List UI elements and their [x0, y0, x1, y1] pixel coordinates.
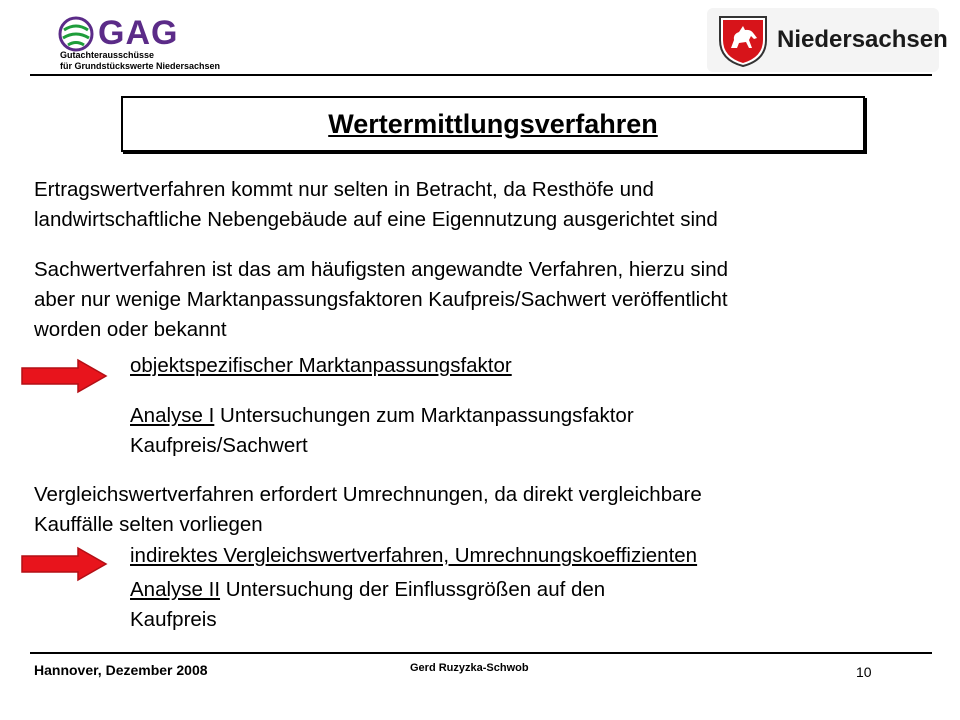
- page-number: 10: [856, 664, 872, 680]
- gag-logo-text: GAG: [98, 14, 179, 52]
- title-box: [121, 96, 865, 152]
- gag-logo: [58, 10, 248, 70]
- horse-shield-icon: [717, 14, 769, 68]
- text-line: Kaufpreis: [130, 608, 217, 631]
- text-line: [130, 575, 930, 605]
- right-arrow-icon: [18, 358, 110, 394]
- gag-logo-subtitle-2: für Grundstückswerte Niedersachsen: [60, 61, 221, 71]
- footer-location-date: Hannover, Dezember 2008: [34, 662, 208, 678]
- paragraph-ertragswert: [34, 175, 944, 235]
- text-line: aber nur wenige Marktanpassungsfaktoren Kaufpreis/Sachwert veröffentlicht: [34, 288, 728, 311]
- footer-author: Gerd Ruzyzka-Schwob: [410, 662, 529, 674]
- marktanpassungsfaktor-note: objektspezifischer Marktanpassungsfaktor: [130, 354, 512, 377]
- niedersachsen-logo: [707, 8, 948, 72]
- analyse-1-block: [130, 401, 930, 461]
- text-line: Ertragswertverfahren kommt nur selten in Betracht, da Resthöfe und: [34, 178, 654, 201]
- analyse-2-text: Untersuchung der Einflussgrößen auf den: [220, 578, 606, 601]
- paragraph-vergleichswert: [34, 480, 944, 540]
- paragraph-sachwert: [34, 255, 944, 345]
- globe-icon: [58, 16, 94, 52]
- text-line: Vergleichswertverfahren erfordert Umrechnungen, da direkt vergleichbare: [34, 483, 702, 506]
- gag-logo-subtitle-1: Gutachterausschüsse: [60, 50, 155, 60]
- header-divider: [30, 74, 932, 76]
- niedersachsen-logo-text: Niedersachsen: [777, 26, 948, 53]
- vergleichswert-note: indirektes Vergleichswertverfahren, Umrechnungskoeffizienten: [130, 544, 698, 567]
- analyse-1-label: Analyse I: [130, 404, 215, 427]
- text-line: worden oder bekannt: [34, 318, 227, 341]
- slide-title: Wertermittlungsverfahren: [328, 108, 658, 139]
- text-line: landwirtschaftliche Nebengebäude auf eine Eigennutzung ausgerichtet sind: [34, 208, 718, 231]
- text-line: Kaufpreis/Sachwert: [130, 434, 308, 457]
- text-line: Kauffälle selten vorliegen: [34, 513, 263, 536]
- analyse-2-label: Analyse II: [130, 578, 221, 601]
- analyse-2-block: [130, 575, 930, 635]
- text-line: Sachwertverfahren ist das am häufigsten angewandte Verfahren, hierzu sind: [34, 258, 728, 281]
- text-line: [130, 401, 930, 431]
- footer-divider: [30, 652, 932, 654]
- analyse-1-text: Untersuchungen zum Marktanpassungsfaktor: [214, 404, 634, 427]
- right-arrow-icon: [18, 546, 110, 582]
